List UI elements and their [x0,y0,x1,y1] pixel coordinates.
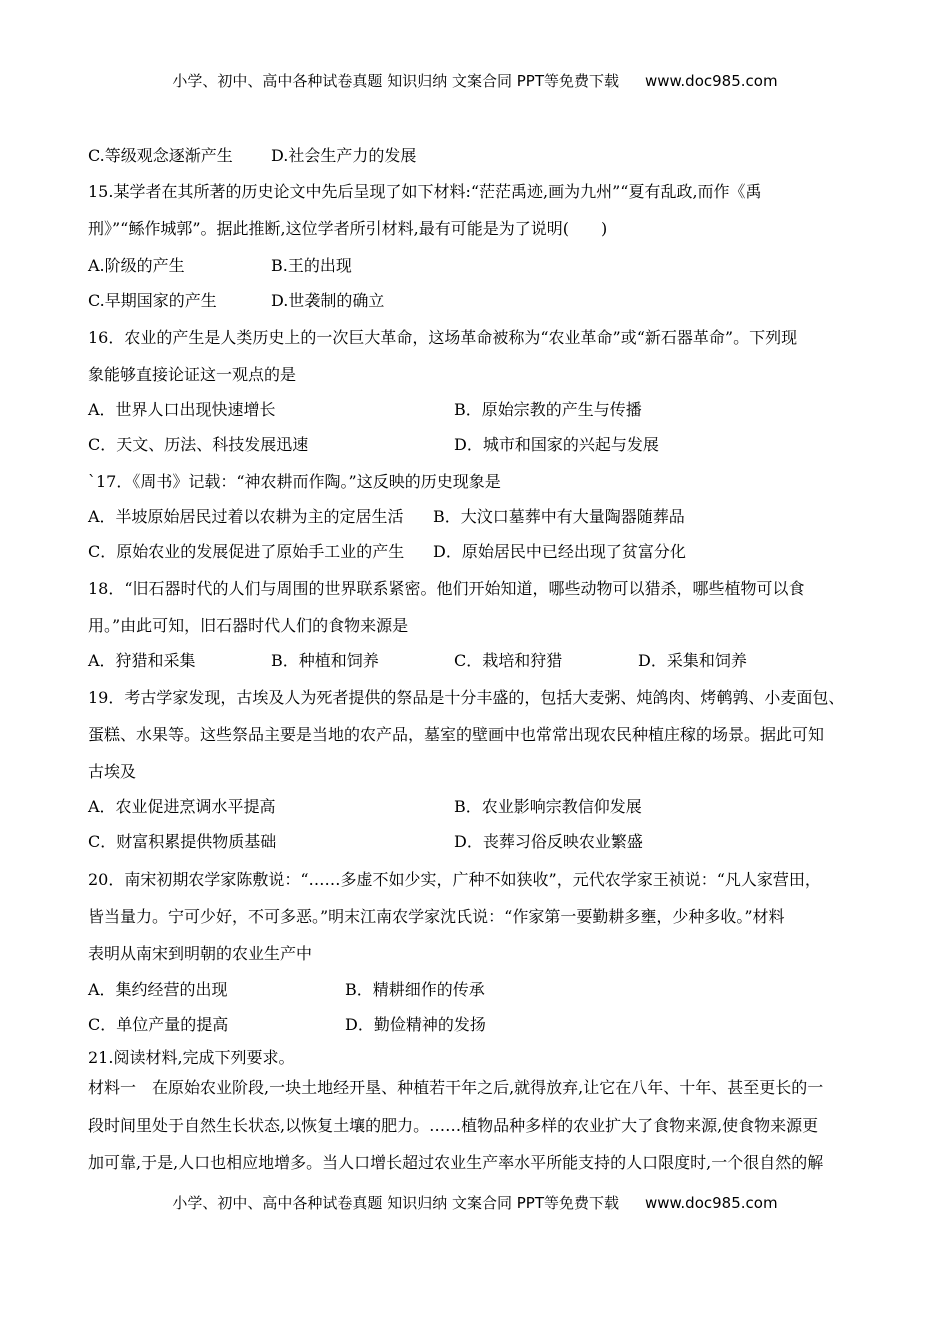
q15-option-c: C.早期国家的产生 [88,291,217,310]
q15-stem-line-1: 15.某学者在其所著的历史论文中先后呈现了如下材料:“茫茫禹迹,画为九州”“夏有乱政,而作《禹 [88,182,762,201]
q16-stem-line-1: 16．农业的产生是人类历史上的一次巨大革命，这场革命被称为“农业革命”或“新石器革命”。下列现 [88,328,798,347]
q18-option-d: D．采集和饲养 [638,651,747,670]
q15-stem-line-2: 刑》”“鲧作城郭”。据此推断,这位学者所引材料,最有可能是为了说明( ) [88,219,608,238]
q17-option-d: D．原始居民中已经出现了贫富分化 [433,542,686,561]
q15-option-d: D.世袭制的确立 [271,291,385,310]
q15-option-a: A.阶级的产生 [88,256,185,275]
q19-stem-line-2: 蛋糕、水果等。这些祭品主要是当地的农产品，墓室的壁画中也常常出现农民种植庄稼的场景。据此可知 [88,725,825,744]
q15-option-b: B.王的出现 [271,256,352,275]
q18-stem-line-2: 用。”由此可知，旧石器时代人们的食物来源是 [88,616,409,635]
q20-stem-line-2: 皆当量力。宁可少好，不可多恶。”明末江南农学家沈氏说：“作家第一要勤耕多壅，少种多收。”材料 [88,907,785,926]
q16-stem-line-2: 象能够直接论证这一观点的是 [88,365,297,384]
q19-option-d: D．丧葬习俗反映农业繁盛 [454,832,643,851]
footer-text: 小学、初中、高中各种试卷真题 知识归纳 文案合同 PPT等免费下载 [172,1194,619,1212]
q16-option-d: D．城市和国家的兴起与发展 [454,435,659,454]
header-text: 小学、初中、高中各种试卷真题 知识归纳 文案合同 PPT等免费下载 [172,72,619,90]
q16-option-b: B．原始宗教的产生与传播 [454,400,642,419]
q21-material-line-1: 材料一 在原始农业阶段,一块土地经开垦、种植若干年之后,就得放弃,让它在八年、十年、甚至更长的一 [88,1078,824,1097]
q17-option-a: A．半坡原始居民过着以农耕为主的定居生活 [88,507,404,526]
q14-option-d: D.社会生产力的发展 [271,146,417,165]
q17-stem: `17．《周书》记载：“神农耕而作陶。”这反映的历史现象是 [88,472,501,491]
q21-instruction: 21.阅读材料,完成下列要求。 [88,1048,295,1067]
q21-material-line-2: 段时间里处于自然生长状态,以恢复土壤的肥力。……植物品种多样的农业扩大了食物来源,使食物来源更 [88,1116,819,1135]
q18-option-c: C．栽培和狩猎 [454,651,563,670]
q17-option-b: B．大汶口墓葬中有大量陶器随葬品 [433,507,685,526]
header-url[interactable]: www.doc985.com [644,72,778,90]
q19-option-c: C．财富积累提供物质基础 [88,832,277,851]
q20-option-d: D．勤俭精神的发扬 [345,1015,486,1034]
page-footer [0,1192,950,1213]
q19-stem-line-1: 19．考古学家发现，古埃及人为死者提供的祭品是十分丰盛的，包括大麦粥、炖鸽肉、烤鹌鹑、小麦面包、 [88,688,845,707]
page-header [0,70,950,91]
q19-option-a: A．农业促进烹调水平提高 [88,797,276,816]
q20-option-c: C．单位产量的提高 [88,1015,229,1034]
q14-option-c: C.等级观念逐渐产生 [88,146,233,165]
q20-option-b: B．精耕细作的传承 [345,980,485,999]
q18-option-a: A．狩猎和采集 [88,651,196,670]
footer-url[interactable]: www.doc985.com [644,1194,778,1212]
q17-option-c: C．原始农业的发展促进了原始手工业的产生 [88,542,405,561]
q16-option-c: C．天文、历法、科技发展迅速 [88,435,309,454]
q20-stem-line-1: 20．南宋初期农学家陈敷说：“……多虚不如少实，广种不如狭收”，元代农学家王祯说：“凡人家营田， [88,870,821,889]
q18-option-b: B．种植和饲养 [271,651,379,670]
q20-option-a: A．集约经营的出现 [88,980,228,999]
q19-stem-line-3: 古埃及 [88,762,137,781]
q20-stem-line-3: 表明从南宋到明朝的农业生产中 [88,944,313,963]
q19-option-b: B．农业影响宗教信仰发展 [454,797,642,816]
q16-option-a: A．世界人口出现快速增长 [88,400,276,419]
q21-material-line-3: 加可靠,于是,人口也相应地增多。当人口增长超过农业生产率水平所能支持的人口限度时,一个很自然的解 [88,1153,824,1172]
q18-stem-line-1: 18．“旧石器时代的人们与周围的世界联系紧密。他们开始知道，哪些动物可以猎杀，哪些植物可以食 [88,579,805,598]
